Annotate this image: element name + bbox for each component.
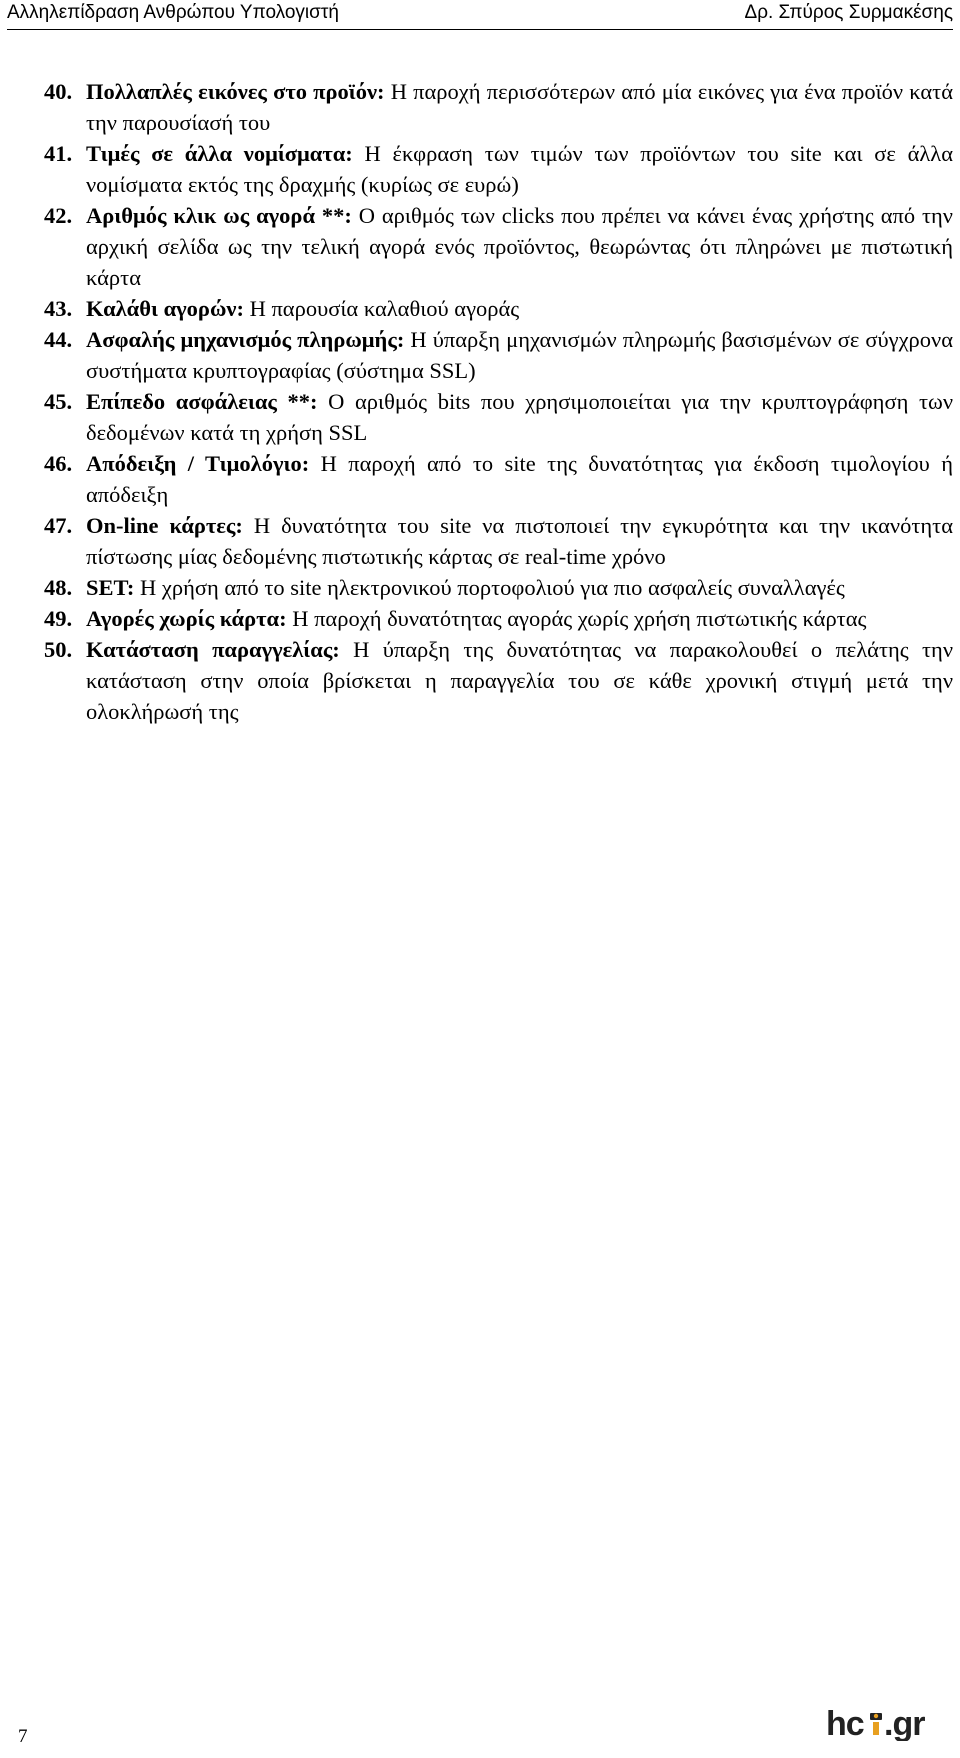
header-author: Δρ. Σπύρος Συρμακέσης [744, 2, 953, 23]
list-item [44, 386, 953, 448]
item-number: 42. [44, 203, 73, 228]
item-term: Τιμές σε άλλα νομίσματα: [86, 141, 353, 166]
page-number: 7 [18, 1726, 28, 1747]
definition-list [44, 76, 953, 727]
page-header [7, 0, 953, 30]
item-term: SET: [86, 575, 135, 600]
item-number: 48. [44, 575, 73, 600]
item-term: Κατάσταση παραγγελίας: [86, 637, 340, 662]
svg-text:.gr: .gr [884, 1705, 925, 1741]
item-term: Αριθμός κλικ ως αγορά **: [86, 203, 352, 228]
item-number: 44. [44, 327, 73, 352]
item-number: 49. [44, 606, 73, 631]
item-number: 41. [44, 141, 73, 166]
list-item [44, 293, 953, 324]
item-number: 43. [44, 296, 73, 321]
list-item [44, 448, 953, 510]
header-course-title: Αλληλεπίδραση Ανθρώπου Υπολογιστή [7, 2, 339, 23]
item-term: On-line κάρτες: [86, 513, 243, 538]
item-description: Η παροχή περισσότερων από μία εικόνες για ένα προϊόν κατά την παρουσίασή του [86, 79, 953, 135]
list-item [44, 572, 953, 603]
list-item [44, 510, 953, 572]
item-description: Η δυνατότητα του site να πιστοποιεί την εγκυρότητα και την ικανότητα πίστωσης μίας δεδομένης πιστωτικής κάρτας σε real-time χρόνο [86, 513, 953, 569]
item-description: Η παροχή δυνατότητας αγοράς χωρίς χρήση πιστωτικής κάρτας [286, 606, 867, 631]
list-item [44, 603, 953, 634]
item-description: Η χρήση από το site ηλεκτρονικού πορτοφολιού για πιο ασφαλείς συναλλαγές [134, 575, 845, 600]
item-term: Ασφαλής μηχανισμός πληρωμής: [86, 327, 405, 352]
item-description: Η έκφραση των τιμών των προϊόντων του site και σε άλλα νομίσματα εκτός της δραχμής (κυρίως σε ευρώ) [86, 141, 954, 197]
item-description: Η παροχή από το site της δυνατότητας για έκδοση τιμολογίου ή απόδειξη [86, 451, 953, 507]
hci-gr-logo [826, 1705, 930, 1741]
list-item [44, 200, 953, 293]
list-item [44, 76, 953, 138]
item-term: Αγορές χωρίς κάρτα: [86, 606, 287, 631]
item-number: 47. [44, 513, 73, 538]
list-item [44, 324, 953, 386]
item-description: Η παρουσία καλαθιού αγοράς [243, 296, 520, 321]
item-term: Καλάθι αγορών: [86, 296, 244, 321]
item-term: Απόδειξη / Τιμολόγιο: [86, 451, 310, 476]
item-number: 46. [44, 451, 73, 476]
item-number: 45. [44, 389, 73, 414]
item-number: 40. [44, 79, 73, 104]
item-number: 50. [44, 637, 73, 662]
item-description: Η ύπαρξη της δυνατότητας να παρακολουθεί ο πελάτης την κατάσταση στην οποία βρίσκεται η παραγγελία του σε κάθε χρονική στιγμή μετά την ολοκλήρωσή της [86, 637, 953, 724]
list-item [44, 138, 953, 200]
item-description: Η ύπαρξη μηχανισμών πληρωμής βασισμένων σε σύγχρονα συστήματα κρυπτογραφίας (σύστημα SSL) [86, 327, 953, 383]
item-description: Ο αριθμός bits που χρησιμοποιείται για την κρυπτογράφηση των δεδομένων κατά τη χρήση SSL [86, 389, 953, 445]
item-term: Πολλαπλές εικόνες στο προϊόν: [86, 79, 385, 104]
item-description: Ο αριθμός των clicks που πρέπει να κάνει ένας χρήστης από την αρχική σελίδα ως την τελική αγορά ενός προϊόντος, θεωρώντας ότι πληρώνει με πιστωτική κάρτα [86, 203, 953, 290]
svg-text:hc: hc [826, 1705, 864, 1741]
item-term: Επίπεδο ασφάλειας **: [86, 389, 318, 414]
list-item [44, 634, 953, 727]
